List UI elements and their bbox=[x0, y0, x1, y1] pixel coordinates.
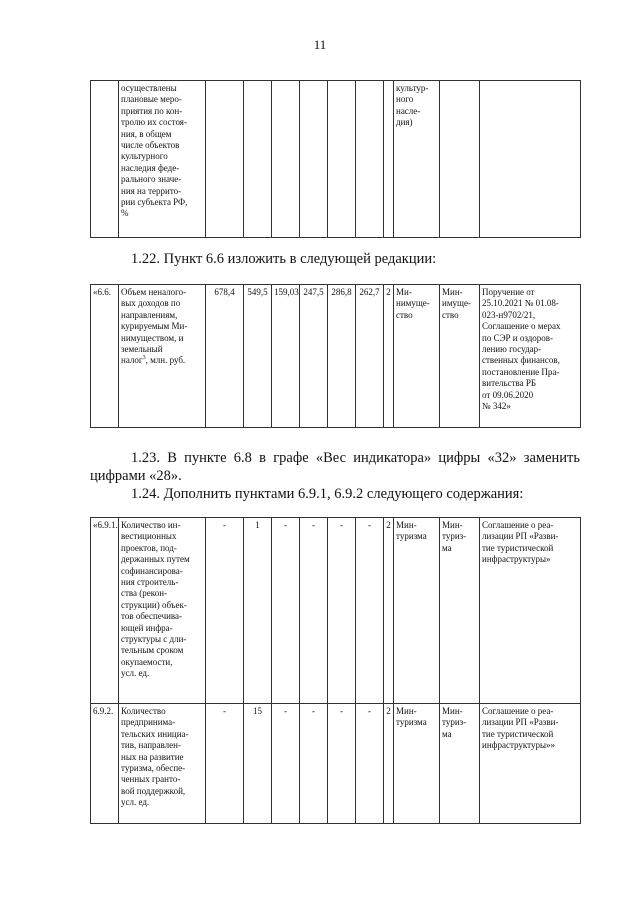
executor-cell: Ми- нимуще- ство bbox=[394, 285, 440, 428]
value-cell: - bbox=[356, 704, 384, 824]
indicator-description: Количество предпринима- тельских инициа- тив, направлен- ных на развитие туризма, обеспе- ченных грантo- вой поддержкой, усл. ед. bbox=[119, 704, 206, 824]
item-number: «6.9.1. bbox=[91, 518, 119, 704]
value-cell: 678,4 bbox=[206, 285, 244, 428]
executor-cell: Мин- туризма bbox=[394, 518, 440, 704]
value-cell: 262,7 bbox=[356, 285, 384, 428]
value-cell: - bbox=[356, 518, 384, 704]
paragraph-1-22: 1.22. Пункт 6.6 изложить в следующей редакции: bbox=[131, 251, 437, 267]
executor-cell: Мин- имуще- ство bbox=[440, 285, 480, 428]
table-row bbox=[91, 704, 581, 824]
weight-cell: 2 bbox=[384, 285, 394, 428]
indicator-description: Объем неналого- вых доходов по направлениям, курируемым Ми- нимуществом, и земельный налог$^3$, млн. руб. bbox=[119, 285, 206, 428]
executor-cell: Мин- туризма bbox=[394, 704, 440, 824]
page-number: 11 bbox=[313, 37, 327, 52]
value-cell: - bbox=[300, 704, 328, 824]
value-cell: - bbox=[272, 518, 300, 704]
value-cell: 286,8 bbox=[328, 285, 356, 428]
executor-cell: культур- ного насле- дия) bbox=[394, 81, 440, 238]
table-item-6-6 bbox=[90, 284, 581, 428]
value-cell: - bbox=[206, 518, 244, 704]
table-continuation bbox=[90, 80, 581, 238]
basis-cell: Соглашение о реа- лизации РП «Разви- тие туристической инфраструктуры» bbox=[480, 518, 581, 704]
value-cell: 15 bbox=[244, 704, 272, 824]
value-cell: - bbox=[272, 704, 300, 824]
table-row bbox=[91, 518, 581, 704]
executor-cell: Мин- туриз- ма bbox=[440, 518, 480, 704]
table-row bbox=[91, 285, 581, 428]
value-cell: 247,5 bbox=[300, 285, 328, 428]
weight-cell: 2 bbox=[384, 518, 394, 704]
value-cell: - bbox=[328, 518, 356, 704]
executor-cell: Мин- туриз- ма bbox=[440, 704, 480, 824]
value-cell: 159,03 bbox=[272, 285, 300, 428]
weight-cell: 2 bbox=[384, 704, 394, 824]
value-cell: - bbox=[328, 704, 356, 824]
table-row bbox=[91, 81, 581, 238]
value-cell: 1 bbox=[244, 518, 272, 704]
item-number: 6.9.2. bbox=[91, 704, 119, 824]
item-number: «6.6. bbox=[91, 285, 119, 428]
paragraph-1-23: 1.23. В пункте 6.8 в графе «Вес индикатора» цифры «32» заменить bbox=[131, 450, 580, 466]
table-items-6-9 bbox=[90, 517, 581, 824]
paragraph-1-24: 1.24. Дополнить пунктами 6.9.1, 6.9.2 следующего содержания: bbox=[131, 486, 524, 502]
basis-cell: Соглашение о реа- лизации РП «Разви- тие туристической инфраструктуры»» bbox=[480, 704, 581, 824]
indicator-description: Количество ин- вестиционных проектов, под- держанных путем софинансирова- ния строитель- ства (рекон- струкции) объек- тов обеспечива- ющей инфра- структуры с дли- тельным сроком окупаемости, усл. ед. bbox=[119, 518, 206, 704]
basis-cell: Поручение от 25.10.2021 № 01.08- 023-н9702/21, Соглашение о мерах по СЭР и оздоров- лению государ- ственных финансов, постановление Пра- вительства РБ от 09.06.2020 № 342» bbox=[480, 285, 581, 428]
indicator-description: осуществлены плановые меро- приятия по кон- тролю их состоя- ния, в общем числе объектов культурного наследия федe- рального значе- ния на террито- рии субъекта РФ, % bbox=[119, 81, 206, 238]
value-cell: - bbox=[206, 704, 244, 824]
paragraph-1-23-cont: цифрами «28». bbox=[90, 468, 182, 484]
value-cell: - bbox=[300, 518, 328, 704]
value-cell: 549,5 bbox=[244, 285, 272, 428]
